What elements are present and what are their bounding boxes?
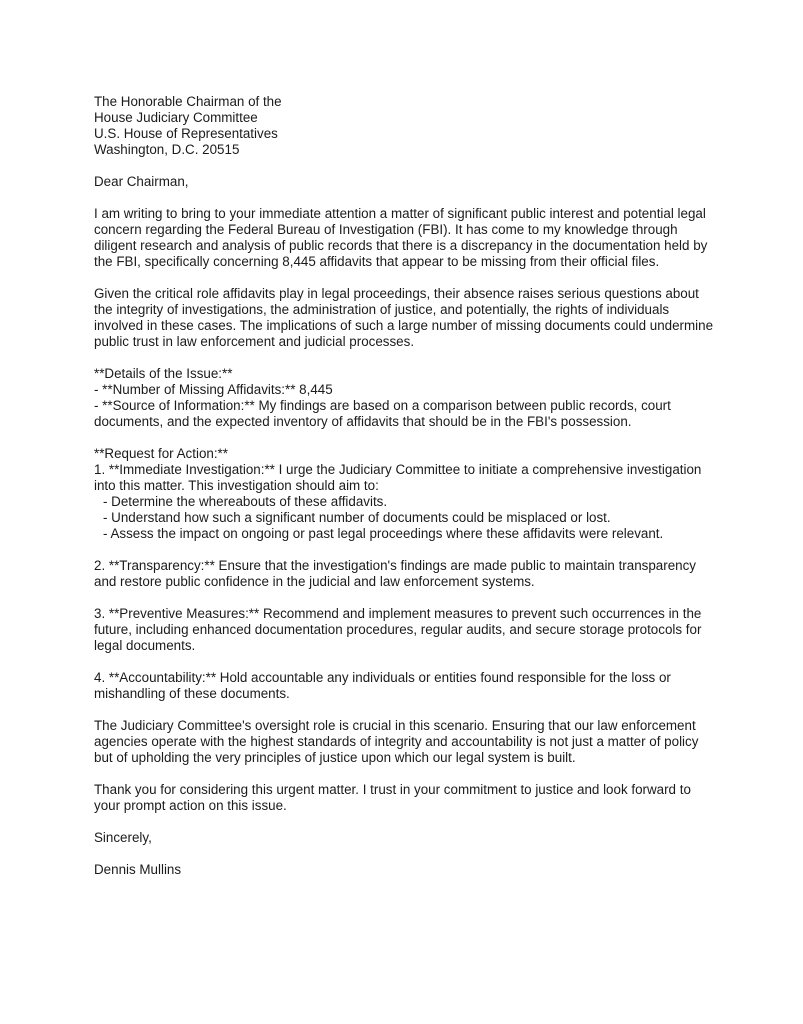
context-paragraph: Given the critical role affidavits play in legal proceedings, their absence raises serious questions about the integrity of investigations, the administration of justice, and potentially, the rights of individuals involved in these cases. The implications of such a large number of missing documents could undermine public trust in law enforcement and judicial processes. <box>94 286 714 349</box>
recipient-line: House Judiciary Committee <box>94 110 258 125</box>
closing-paragraph: Thank you for considering this urgent matter. I trust in your commitment to justice and look forward to your prompt action on this issue. <box>94 782 691 813</box>
recipient-address <box>94 94 719 158</box>
details-section <box>94 366 719 430</box>
request-subitem: - Determine the whereabouts of these affidavits. <box>103 494 388 509</box>
details-item: - **Source of Information:** My findings are based on a comparison between public records, court documents, and the expected inventory of affidavits that should be in the FBI's possession. <box>94 398 671 429</box>
request-item: 2. **Transparency:** Ensure that the investigation's findings are made public to maintain transparency and restore public confidence in the judicial and law enforcement systems. <box>94 558 696 589</box>
salutation: Dear Chairman, <box>94 174 189 189</box>
recipient-line: U.S. House of Representatives <box>94 126 278 141</box>
intro-paragraph: I am writing to bring to your immediate attention a matter of significant public interest and potential legal concern regarding the Federal Bureau of Investigation (FBI). It has come to my knowledge through diligent research and analysis of public records that there is a discrepancy in the documentation held by the FBI, specifically concerning 8,445 affidavits that appear to be missing from their official files. <box>94 206 708 269</box>
letter-body <box>94 94 719 894</box>
request-subitem: - Understand how such a significant number of documents could be misplaced or lost. <box>103 510 611 525</box>
details-item: - **Number of Missing Affidavits:** 8,445 <box>94 382 333 397</box>
request-subitem: - Assess the impact on ongoing or past legal proceedings where these affidavits were relevant. <box>103 526 664 541</box>
oversight-paragraph: The Judiciary Committee's oversight role is crucial in this scenario. Ensuring that our law enforcement agencies operate with the highest standards of integrity and accountability is not just a matter of policy but of upholding the very principles of justice upon which our legal system is built. <box>94 718 699 765</box>
request-section <box>94 446 719 542</box>
details-heading: **Details of the Issue:** <box>94 366 233 381</box>
request-item: 4. **Accountability:** Hold accountable any individuals or entities found responsible for the loss or mishandling of these documents. <box>94 670 671 701</box>
signature-name: Dennis Mullins <box>94 862 182 877</box>
request-heading: **Request for Action:** <box>94 446 228 461</box>
recipient-line: Washington, D.C. 20515 <box>94 142 240 157</box>
request-item: 3. **Preventive Measures:** Recommend and implement measures to prevent such occurrences in the future, including enhanced documentation procedures, regular audits, and secure storage protocols for legal documents. <box>94 606 702 653</box>
recipient-line: The Honorable Chairman of the <box>94 94 282 109</box>
request-item: 1. **Immediate Investigation:** I urge the Judiciary Committee to initiate a comprehensive investigation into this matter. This investigation should aim to: <box>94 462 702 493</box>
valediction: Sincerely, <box>94 830 152 845</box>
